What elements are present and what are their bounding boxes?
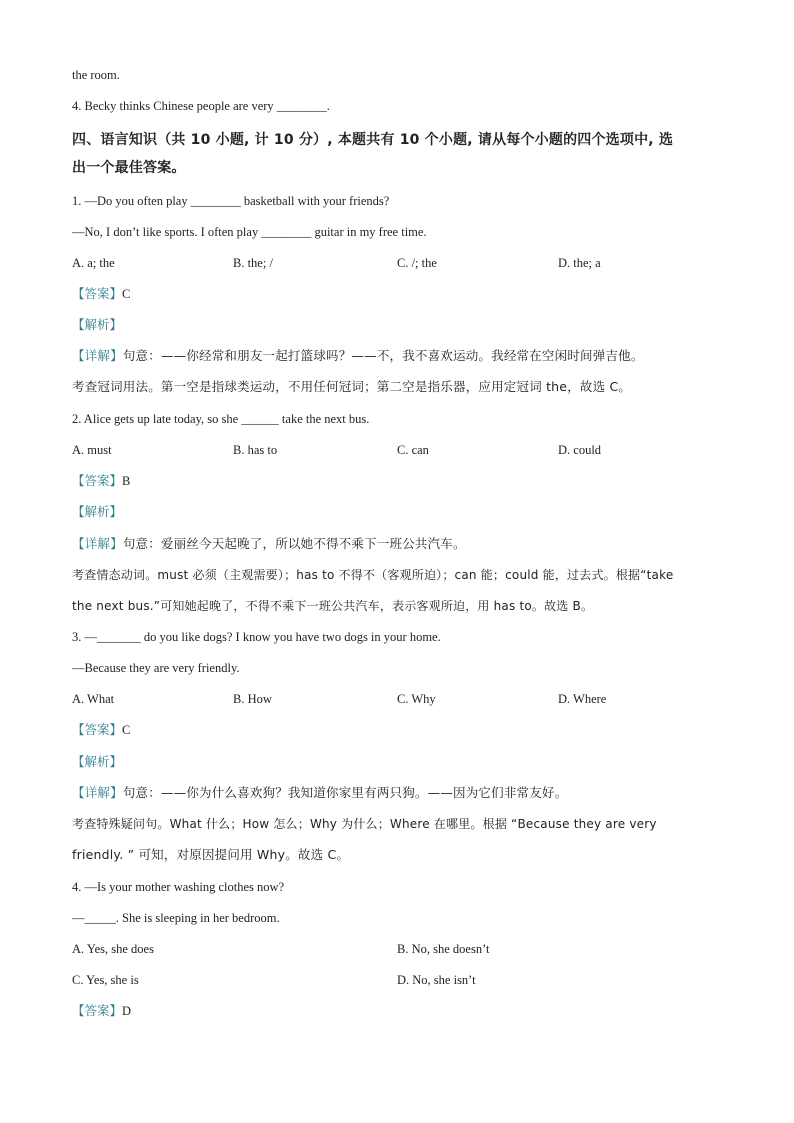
answer-label: 【答案】 xyxy=(72,722,123,737)
option-d: D. could xyxy=(558,443,602,457)
question-line: 4. Becky thinks Chinese people are very ________. xyxy=(72,99,330,113)
answer-line xyxy=(72,285,130,303)
analysis-label: 【解析】 xyxy=(72,317,123,332)
option-b: B. has to xyxy=(233,443,278,457)
option-b: B. the; / xyxy=(233,256,273,270)
detail-line: 考查情态动词。must 必须（主观需要）；has to 不得不（客观所迫）；can 能；could 能，过去式。根据“take xyxy=(72,568,674,582)
question-stem: —_____. She is sleeping in her bedroom. xyxy=(72,911,280,925)
option-a: A. Yes, she does xyxy=(72,942,154,956)
option-c: C. /; the xyxy=(397,256,437,270)
answer-line xyxy=(72,472,130,490)
detail-text: 句意：爱丽丝今天起晚了，所以她不得不乘下一班公共汽车。 xyxy=(122,536,466,551)
detail-label: 【详解】 xyxy=(72,785,123,800)
detail-text: 句意：——你为什么喜欢狗？我知道你家里有两只狗。——因为它们非常友好。 xyxy=(122,785,568,800)
option-c: C. Yes, she is xyxy=(72,973,139,987)
answer-label: 【答案】 xyxy=(72,1003,123,1018)
answer-label: 【答案】 xyxy=(72,473,123,488)
detail-line: 考查特殊疑问句。What 什么；How 怎么；Why 为什么；Where 在哪里。根据 “Because they are very xyxy=(72,817,657,831)
answer-value: B xyxy=(122,474,131,488)
question-stem: 1. —Do you often play ________ basketball with your friends? xyxy=(72,194,390,208)
analysis-line xyxy=(72,503,122,521)
question-stem: 3. —_______ do you like dogs? I know you have two dogs in your home. xyxy=(72,630,441,644)
analysis-line xyxy=(72,753,122,771)
analysis-label: 【解析】 xyxy=(72,504,123,519)
analysis-line xyxy=(72,316,122,334)
option-d: D. Where xyxy=(558,692,607,706)
option-d: D. the; a xyxy=(558,256,601,270)
detail-line xyxy=(72,347,644,365)
detail-line: the next bus.”可知她起晚了，不得不乘下一班公共汽车，表示客观所迫，用 has to。故选 B。 xyxy=(72,599,594,613)
detail-label: 【详解】 xyxy=(72,348,123,363)
answer-value: C xyxy=(122,287,131,301)
question-stem: 2. Alice gets up late today, so she ______ take the next bus. xyxy=(72,412,370,426)
detail-text: 句意：——你经常和朋友一起打篮球吗？——不，我不喜欢运动。我经常在空闲时间弹吉他。 xyxy=(122,348,644,363)
detail-line: friendly. ” 可知，对原因提问用 Why。故选 C。 xyxy=(72,847,350,862)
question-stem: —Because they are very friendly. xyxy=(72,661,240,675)
option-a: A. What xyxy=(72,692,115,706)
analysis-label: 【解析】 xyxy=(72,754,123,769)
detail-line xyxy=(72,784,567,802)
answer-line xyxy=(72,1002,131,1020)
answer-value: D xyxy=(122,1004,132,1018)
answer-line xyxy=(72,721,130,739)
option-a: A. a; the xyxy=(72,256,115,270)
option-d: D. No, she isn’t xyxy=(397,973,476,987)
answer-label: 【答案】 xyxy=(72,286,123,301)
question-stem: —No, I don’t like sports. I often play ________ guitar in my free time. xyxy=(72,225,427,239)
detail-line: 考查冠词用法。第一空是指球类运动，不用任何冠词；第二空是指乐器，应用定冠词 the，故选 C。 xyxy=(72,379,632,394)
section-heading-cont: 出一个最佳答案。 xyxy=(72,160,186,176)
option-a: A. must xyxy=(72,443,112,457)
detail-line xyxy=(72,535,466,553)
option-c: C. Why xyxy=(397,692,436,706)
detail-label: 【详解】 xyxy=(72,536,123,551)
text-line: the room. xyxy=(72,68,120,82)
section-heading: 四、语言知识（共 10 小题, 计 10 分）, 本题共有 10 个小题, 请从每个小题的四个选项中, 选 xyxy=(72,132,674,148)
question-stem: 4. —Is your mother washing clothes now? xyxy=(72,880,285,894)
option-b: B. No, she doesn’t xyxy=(397,942,490,956)
option-b: B. How xyxy=(233,692,272,706)
answer-value: C xyxy=(122,723,131,737)
option-c: C. can xyxy=(397,443,429,457)
